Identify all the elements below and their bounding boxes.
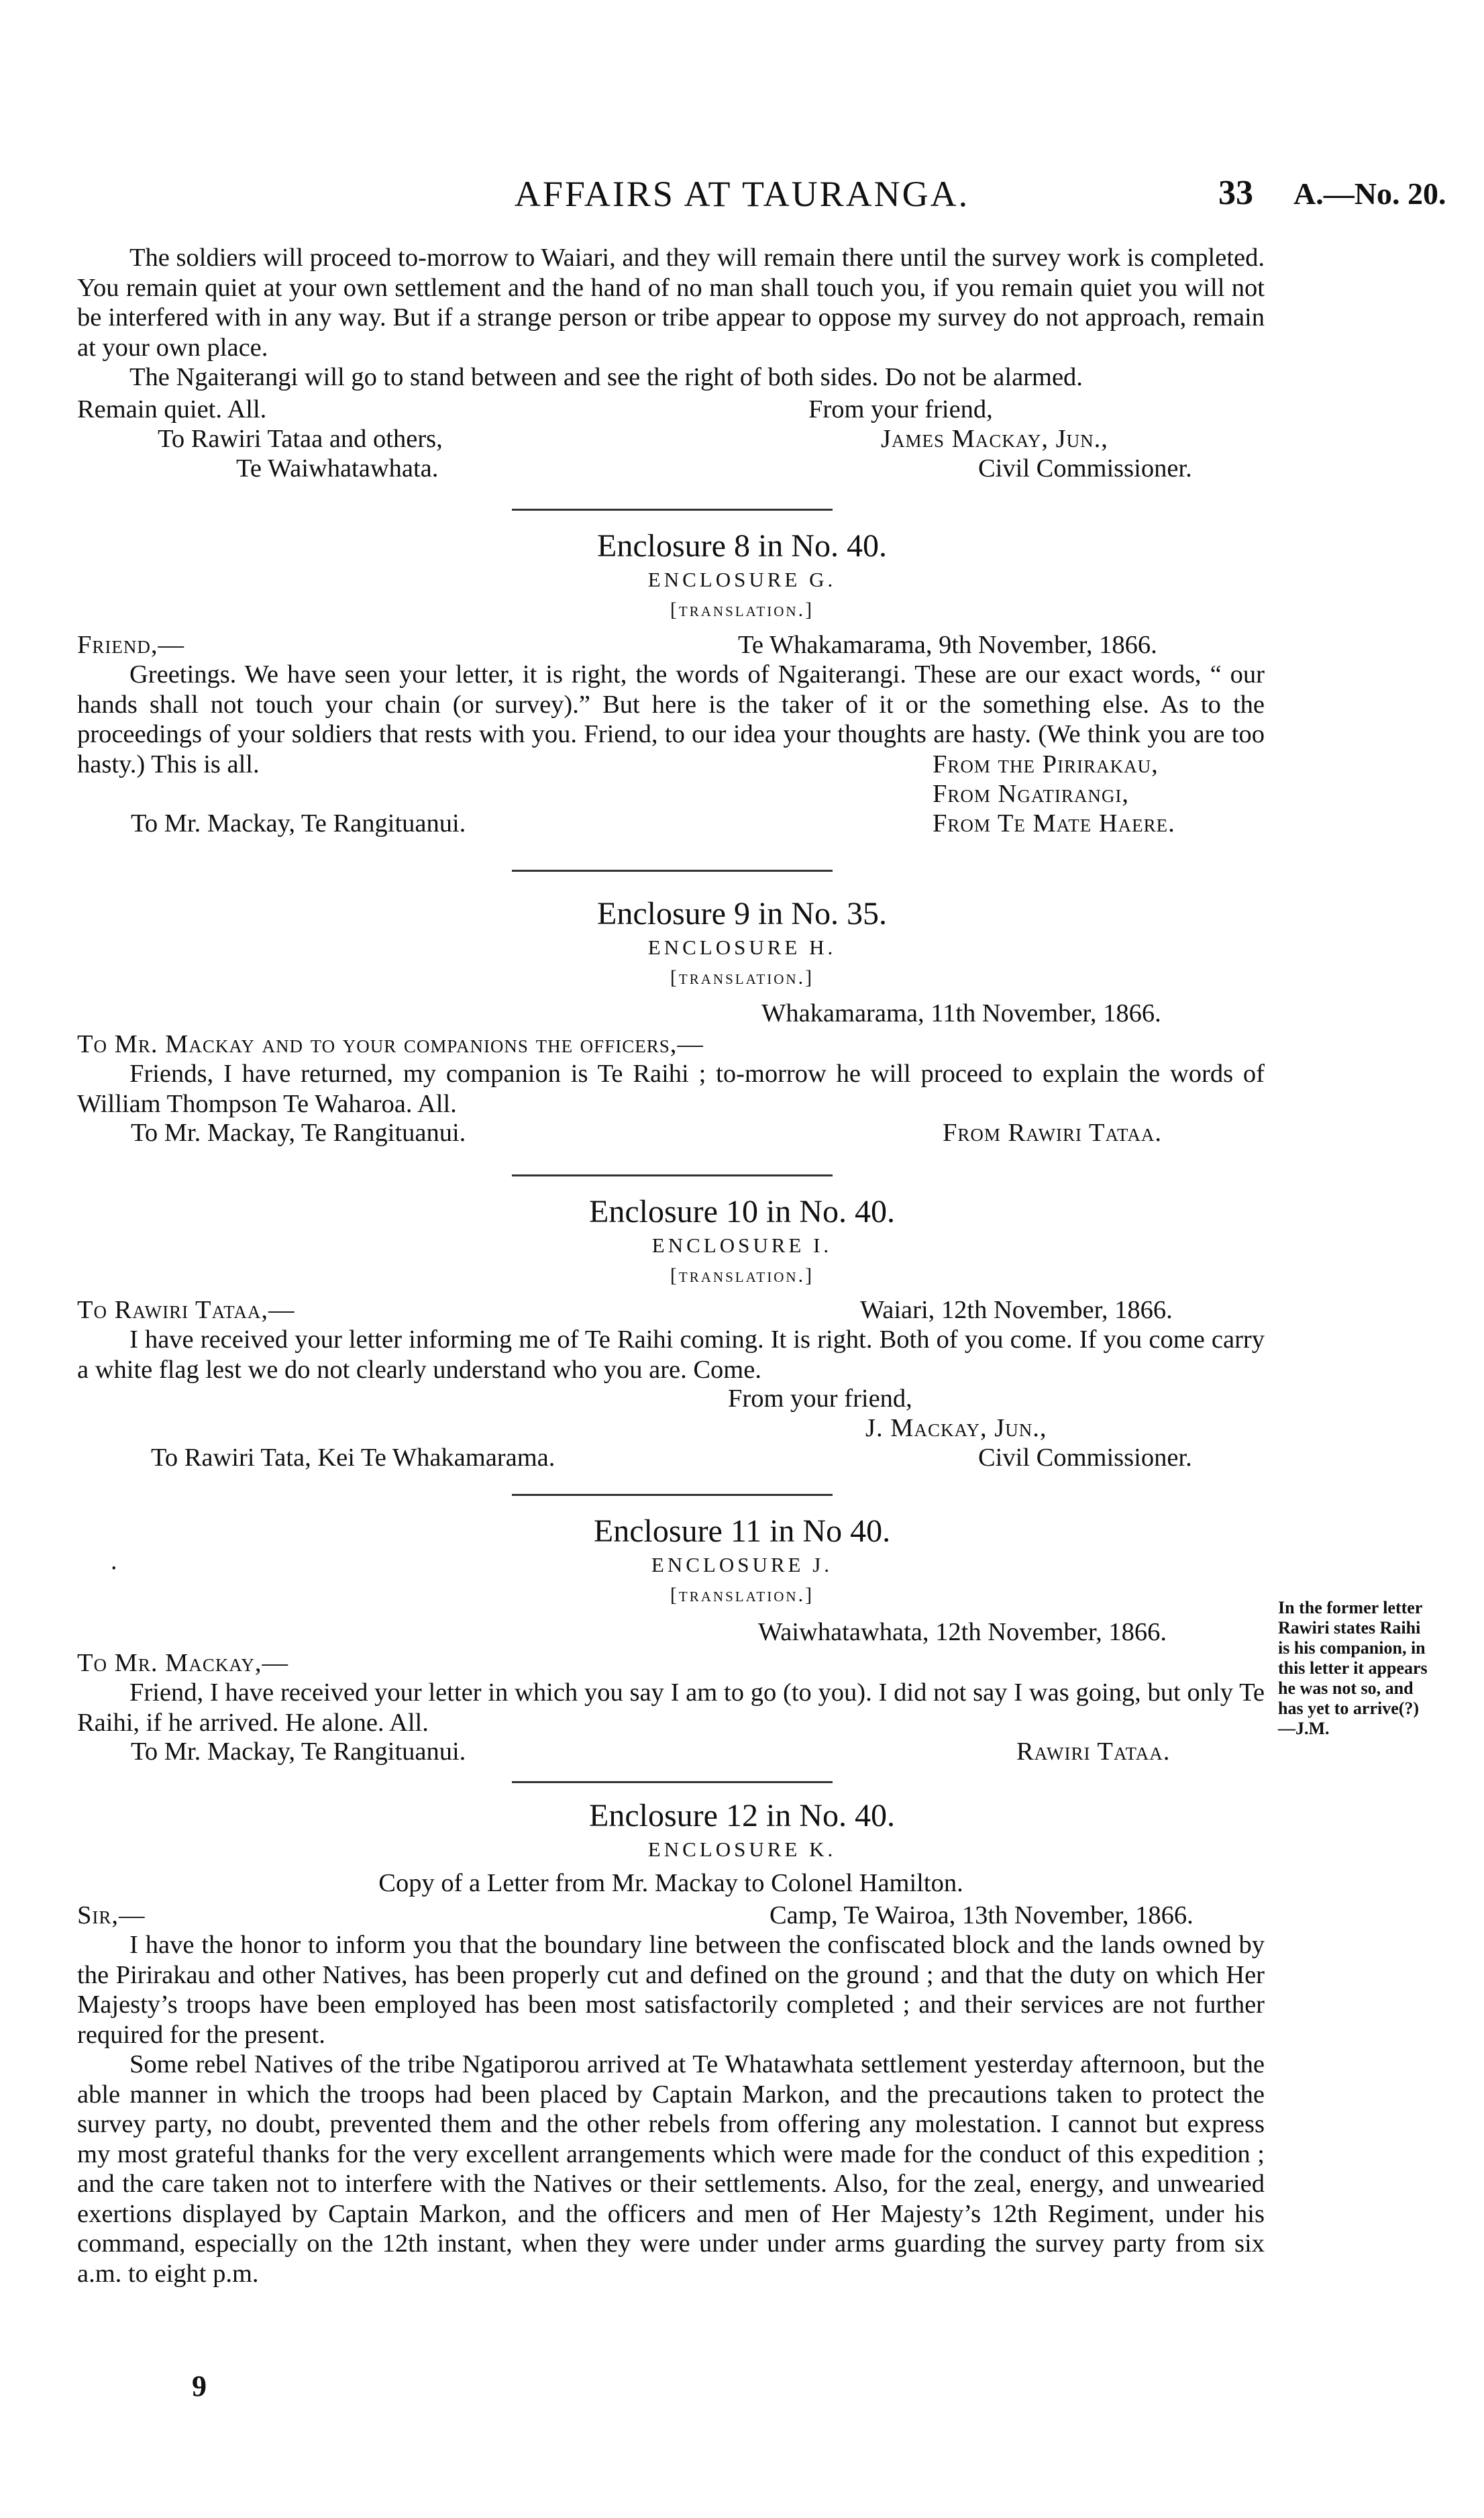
dateline: Te Whakamarama, 9th November, 1866. [738, 631, 1157, 659]
signatory-title: Civil Commissioner. [978, 1444, 1192, 1472]
translation-note: [translation.] [670, 1584, 814, 1606]
from-line: From Ngatirangi, [933, 780, 1129, 808]
section-divider [512, 870, 833, 872]
page-number: 33 [1218, 174, 1253, 212]
dateline: Camp, Te Wairoa, 13th November, 1866. [770, 1901, 1194, 1929]
salutation-row [77, 630, 1265, 661]
copy-line-row [77, 1868, 1265, 1899]
enclosure-body [77, 1930, 1265, 2288]
enclosure-body [77, 1678, 1265, 1738]
addressee: To Mr. Mackay, Te Rangituanui. [131, 1119, 466, 1147]
paragraph: I have the honor to inform you that the boundary line between the confiscated block and the lands owned by the Pirirakau and other Natives, has been properly cut and defined on the ground ; and that the duty on which Her Majesty’s troops have been employed has been most satisfactorily completed ; and their services are not further required for the present. [77, 1931, 1265, 2049]
salutation: To Rawiri Tataa,— [77, 1296, 295, 1324]
from-line: From Te Mate Haere. [933, 809, 1175, 838]
enclosure-heading: Enclosure 11 in No 40. [593, 1513, 891, 1549]
signoff-row [77, 779, 1265, 810]
salutation: Sir,— [77, 1901, 146, 1929]
section-divider [512, 1781, 833, 1783]
salutation: To Mr. Mackay,— [77, 1649, 289, 1677]
from-line: From your friend, [728, 1384, 912, 1413]
signoff-row [77, 454, 1265, 485]
addressee-place: Te Waiwhatawhata. [236, 454, 439, 483]
paragraph: Friend, I have received your letter in which you say I am to go (to you). I did not say I was going, but only Te Raihi, if he arrived. He alone. All. [77, 1678, 1265, 1737]
addressee: To Mr. Mackay, Te Rangituanui. [131, 809, 466, 838]
paragraph: The Ngaiterangi will go to stand between and see the right of both sides. Do not be alarmed. [129, 363, 1083, 391]
enclosure-subheading: ENCLOSURE I. [651, 1233, 833, 1257]
from-line: From your friend, [808, 395, 993, 423]
addressee: To Rawiri Tata, Kei Te Whakamarama. [151, 1444, 555, 1472]
signature: J. Mackay, Jun., [865, 1414, 1047, 1442]
signoff-row [77, 395, 1265, 425]
translation-note: [translation.] [670, 966, 814, 989]
enclosure-heading: Enclosure 12 in No. 40. [589, 1798, 895, 1833]
dateline: Whakamarama, 11th November, 1866. [761, 999, 1161, 1027]
signoff-row [77, 809, 1265, 840]
enclosure-heading: Enclosure 8 in No. 40. [597, 528, 887, 564]
margin-note-text: In the former letter Rawiri states Raihi is his companion, in this letter it appears he was not so, and has yet to arrive(?) [1278, 1598, 1428, 1718]
paragraph: Greetings. We have seen your letter, it is right, the words of Ngaiterangi. These are our exact words, “ our hands shall not touch your chain (or survey).” But here is the taker of it or the something else. As to the proceedings of your soldiers that rests with you. Friend, to our idea your thoughts are hasty. (We think you are too hasty.) This is all. [77, 660, 1265, 778]
dateline-row [77, 1617, 1265, 1648]
signoff-row [77, 1384, 1265, 1415]
running-title: AFFAIRS AT TAURANGA. [514, 174, 970, 214]
signoff-row [77, 1737, 1265, 1768]
stray-dot: . [111, 1547, 117, 1575]
from-line: From Rawiri Tataa. [943, 1119, 1162, 1147]
addressee: To Rawiri Tataa and others, [158, 425, 443, 453]
dateline: Waiwhatawhata, 12th November, 1866. [758, 1618, 1167, 1646]
signoff-row [77, 750, 1265, 780]
paragraph: The soldiers will proceed to-morrow to Waiari, and they will remain there until the survey work is completed. You remain quiet at your own settlement and the hand of no man shall touch you, if you remain quiet you will not be interfered with in any way. But if a strange person or tribe appear to oppose my survey do not approach, remain at your own place. [77, 244, 1265, 362]
dateline-row [77, 999, 1265, 1029]
margin-note [1278, 1598, 1429, 1739]
salutation: To Mr. Mackay and to your companions the officers,— [77, 1030, 704, 1058]
enclosure-body [77, 1325, 1265, 1384]
salutation-row [77, 1295, 1265, 1326]
from-line: Rawiri Tataa. [1016, 1738, 1171, 1766]
margin-note-signature: —J.M. [1278, 1719, 1330, 1738]
salutation-row [77, 1901, 1265, 1931]
dateline: Waiari, 12th November, 1866. [860, 1296, 1173, 1324]
signatory-title: Civil Commissioner. [978, 454, 1192, 483]
translation-note: [translation.] [670, 599, 814, 621]
page-marker: 9 [192, 2370, 207, 2403]
enclosure-body [77, 1059, 1265, 1119]
signoff-row [77, 1443, 1265, 1474]
salutation: Friend,— [77, 631, 185, 659]
closing-text: Remain quiet. All. [77, 395, 267, 423]
section-divider [512, 509, 833, 511]
section-divider [512, 1174, 833, 1176]
paragraph: I have received your letter informing me of Te Raihi coming. It is right. Both of you come. If you come carry a white flag lest we do not clearly understand who you are. Come. [77, 1325, 1265, 1384]
enclosure-subheading: ENCLOSURE J. [651, 1553, 833, 1576]
enclosure-subheading: ENCLOSURE K. [647, 1837, 837, 1861]
section-divider [512, 1494, 833, 1496]
from-line: From the Pirirakau, [933, 750, 1159, 778]
salutation-row [77, 1648, 1265, 1679]
enclosure-subheading: ENCLOSURE G. [647, 568, 837, 591]
enclosure-heading: Enclosure 9 in No. 35. [597, 896, 887, 931]
paper-reference: A.—No. 20. [1293, 177, 1446, 211]
salutation-row [77, 1029, 1265, 1060]
translation-note: [translation.] [670, 1264, 814, 1287]
signoff-row [77, 1118, 1265, 1149]
signoff-row [77, 1413, 1265, 1444]
addressee: To Mr. Mackay, Te Rangituanui. [131, 1738, 466, 1766]
enclosure-subheading: ENCLOSURE H. [647, 936, 837, 959]
paragraph: Friends, I have returned, my companion is Te Raihi ; to-morrow he will proceed to explain the words of William Thompson Te Waharoa. All. [77, 1060, 1265, 1118]
enclosure-heading: Enclosure 10 in No. 40. [589, 1194, 895, 1229]
copy-line: Copy of a Letter from Mr. Mackay to Colonel Hamilton. [378, 1869, 963, 1897]
signoff-row [77, 424, 1265, 455]
paragraph: Some rebel Natives of the tribe Ngatiporou arrived at Te Whatawhata settlement yesterday afternoon, but the able manner in which the troops had been placed by Captain Markon, and the precautions taken to protect the survey party, no doubt, prevented them and the other rebels from offering any molestation. I cannot but express my most grateful thanks for the very excellent arrangements which were made for the conduct of this expedition ; and the care taken not to interfere with the Natives or their settlements. Also, for the zeal, energy, and unwearied exertions displayed by Captain Markon, and the officers and men of Her Majesty’s 12th Regiment, under his command, especially on the 12th instant, when they were under under arms guarding the survey party from six a.m. to eight p.m. [77, 2050, 1265, 2288]
top-letter-body [77, 243, 1265, 393]
signature: James Mackay, Jun., [881, 425, 1108, 453]
